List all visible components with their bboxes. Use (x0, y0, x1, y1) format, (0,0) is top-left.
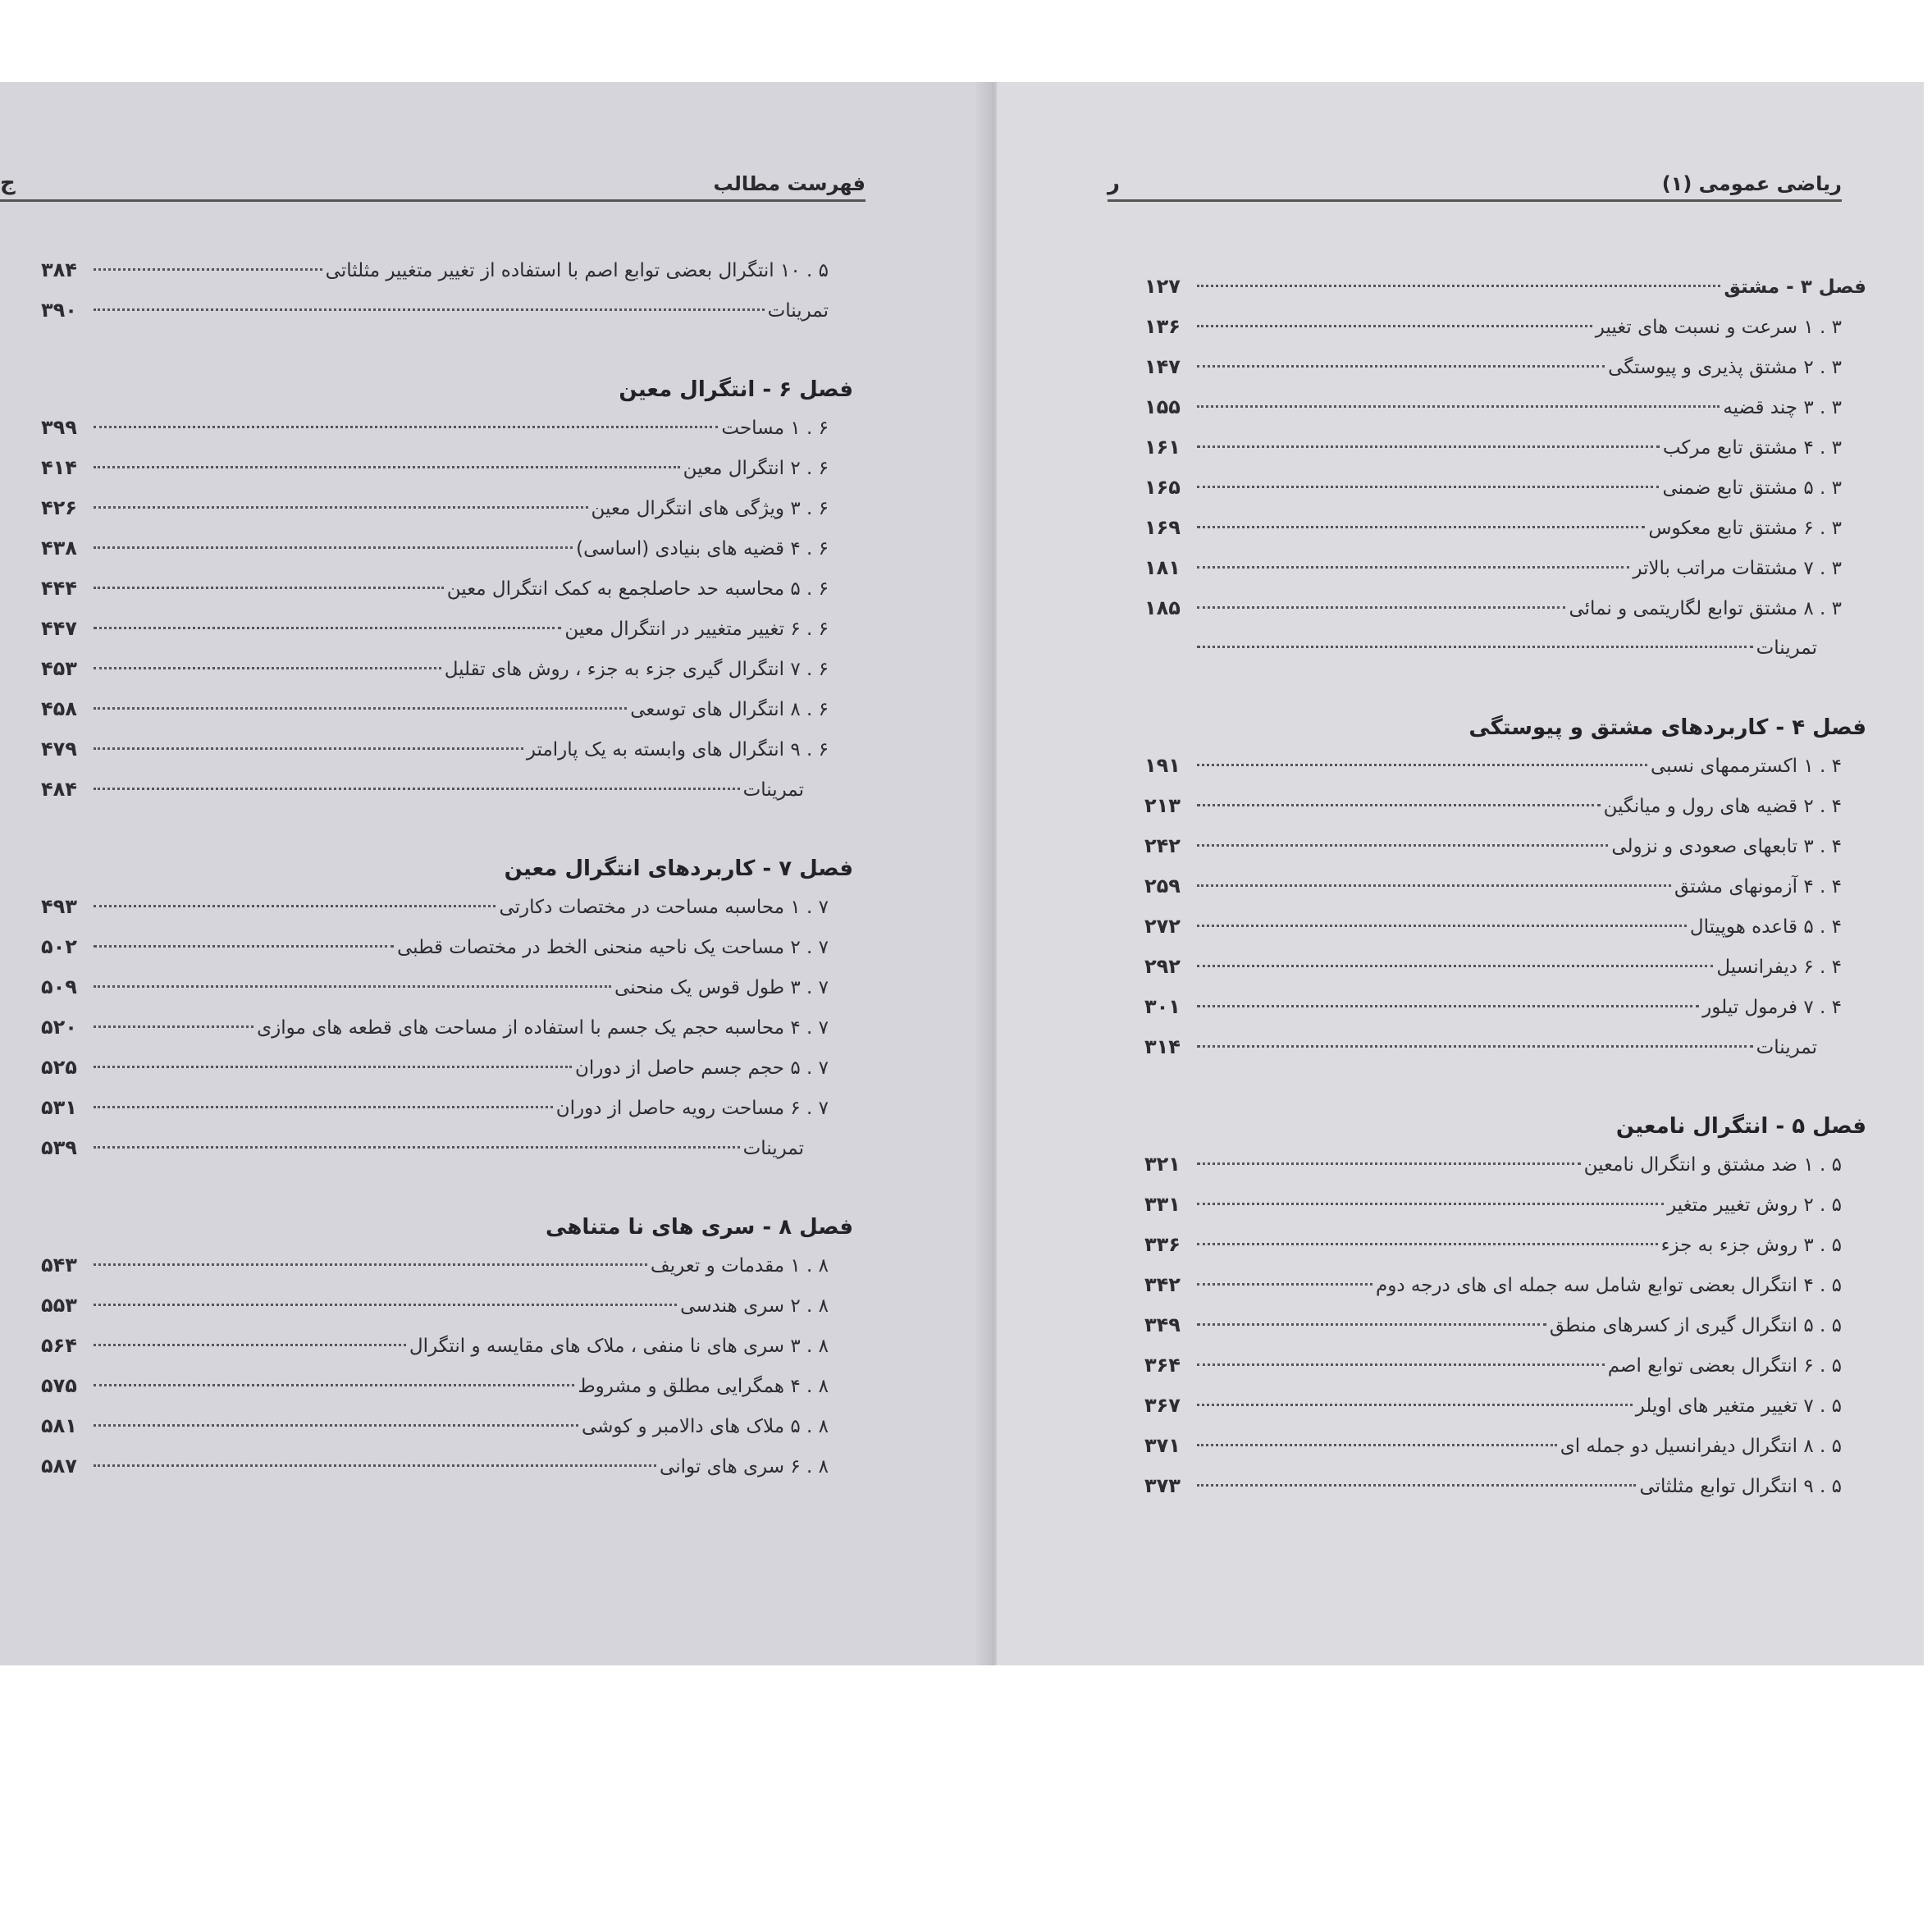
toc-entry (41, 569, 853, 609)
toc-entry (41, 887, 853, 927)
toc-exercises-entry (41, 770, 853, 810)
toc-entry-title: تمرینات (767, 300, 829, 322)
toc-page-number: ۲۹۲ (1144, 955, 1181, 978)
toc-page-number: ۵۰۹ (41, 975, 77, 998)
leader-dots (1197, 566, 1629, 569)
toc-entry-title: ۶ . ۹ انتگرال های وابسته به یک پارامتر (526, 739, 829, 760)
leader-dots (94, 308, 765, 311)
toc-page-number: ۳۴۹ (1144, 1313, 1181, 1336)
section-gap (1144, 669, 1866, 710)
leader-dots (94, 1304, 677, 1306)
toc-entry (41, 649, 853, 689)
toc-page-number: ۳۲۱ (1144, 1153, 1181, 1176)
toc-page-number: ۳۳۶ (1144, 1233, 1181, 1256)
chapter-title: فصل ۶ - انتگرال معین (619, 377, 853, 402)
toc-entry (41, 290, 853, 331)
leader-dots (1197, 804, 1601, 806)
toc-entry (1144, 826, 1866, 866)
leader-dots (94, 1146, 740, 1149)
toc-page-number: ۴۲۶ (41, 496, 77, 519)
toc-entry-title: ۳ . ۳ چند قضیه (1723, 397, 1842, 418)
chapter-title (1144, 267, 1866, 307)
toc-entry-title: ۳ . ۲ مشتق پذیری و پیوستگی (1608, 357, 1842, 378)
toc-page-number: ۵۴۳ (41, 1254, 77, 1277)
chapter-title: فصل ۷ - کاربردهای انتگرال معین (504, 856, 853, 881)
leader-dots (94, 788, 740, 790)
leader-dots (94, 1464, 656, 1467)
leader-dots (1197, 1283, 1372, 1286)
toc-page-number: ۴۸۴ (41, 778, 77, 801)
toc-entry-title: ۶ . ۵ محاسبه حد حاصلجمع به کمک انتگرال معین (446, 578, 829, 600)
toc-page-number: ۴۱۴ (41, 456, 77, 479)
leader-dots (94, 985, 611, 988)
leader-dots (1197, 1323, 1546, 1326)
toc-exercises-entry (41, 1128, 853, 1168)
toc-page-number: ۳۳۱ (1144, 1193, 1181, 1216)
toc-entry (1144, 427, 1866, 468)
toc-entry-title: تمرینات (1756, 637, 1817, 659)
toc-entry (41, 1366, 853, 1406)
toc-entry (1144, 1386, 1866, 1426)
toc-entry (1144, 1466, 1866, 1506)
toc-entry (1144, 987, 1866, 1027)
left-header-title: فهرست مطالب (713, 172, 866, 195)
toc-entry (1144, 548, 1866, 588)
toc-entry (41, 729, 853, 770)
toc-page-number: ۳۹۰ (41, 299, 77, 322)
toc-entry-title: ۶ . ۶ تغییر متغییر در انتگرال معین (564, 619, 829, 640)
toc-entry-title: ۸ . ۶ سری های توانی (660, 1456, 829, 1478)
toc-entry (41, 250, 853, 290)
leader-dots (94, 506, 588, 509)
chapter-title-text: فصل ۳ - مشتق (1724, 276, 1866, 298)
toc-page-number: ۱۴۷ (1144, 355, 1181, 378)
leader-dots (1197, 925, 1687, 927)
section-gap (41, 810, 853, 851)
right-page (997, 82, 1924, 1665)
leader-dots (94, 945, 394, 948)
toc-page-number: ۵۳۱ (41, 1096, 77, 1119)
toc-page-number: ۳۸۴ (41, 258, 77, 281)
toc-entry-title: ۴ . ۶ دیفرانسیل (1716, 957, 1842, 978)
toc-page-number: ۳۷۱ (1144, 1434, 1181, 1457)
toc-entry (1144, 387, 1866, 427)
toc-page-number: ۵۳۹ (41, 1136, 77, 1159)
right-page-number: ر (1108, 171, 1120, 195)
toc-entry-title: ۵ . ۱ ضد مشتق و انتگرال نامعین (1583, 1154, 1842, 1176)
toc-entry-title: ۳ . ۵ مشتق تابع ضمنی (1662, 477, 1842, 499)
toc-entry (41, 1007, 853, 1048)
leader-dots (94, 1344, 406, 1346)
toc-page-number: ۵۷۵ (41, 1374, 77, 1397)
leader-dots (94, 546, 573, 549)
toc-page-number: ۳۱۴ (1144, 1035, 1181, 1058)
left-page (0, 82, 989, 1665)
toc-entry-title: ۵ . ۸ انتگرال دیفرانسیل دو جمله ای (1560, 1436, 1842, 1457)
toc-entry-title: ۶ . ۴ قضیه های بنیادی (اساسی) (576, 538, 829, 560)
left-page-number: ج (0, 171, 16, 195)
left-page-header (0, 156, 866, 202)
toc-page-number: ۵۵۳ (41, 1294, 77, 1317)
toc-entry (41, 927, 853, 967)
leader-dots (94, 1066, 572, 1068)
leader-dots (94, 627, 561, 629)
toc-entry (41, 1446, 853, 1487)
leader-dots (1197, 405, 1720, 408)
toc-entry-title: ۴ . ۴ آزمونهای مشتق (1674, 876, 1842, 897)
toc-entry-title: ۳ . ۱ سرعت و نسبت های تغییر (1595, 317, 1842, 338)
toc-exercises-entry (1144, 1027, 1866, 1067)
leader-dots (94, 1025, 253, 1028)
leader-dots (1197, 646, 1753, 648)
toc-page-number: ۱۶۱ (1144, 436, 1181, 459)
leader-dots (1197, 1243, 1658, 1245)
toc-entry-title: ۵ . ۴ انتگرال بعضی توابع شامل سه جمله ای های درجه دوم (1375, 1275, 1842, 1296)
toc-entry-title: ۳ . ۴ مشتق تابع مرکب (1662, 437, 1842, 459)
toc-page-number: ۴۵۸ (41, 697, 77, 720)
leader-dots (1197, 1484, 1636, 1487)
leader-dots (1197, 526, 1645, 528)
toc-entry-title: ۶ . ۲ انتگرال معین (683, 458, 829, 479)
toc-entry (41, 689, 853, 729)
leader-dots (1197, 884, 1671, 887)
toc-entry-title: ۳ . ۸ مشتق توابع لگاریتمی و نمائی (1569, 598, 1842, 619)
toc-entry (1144, 1265, 1866, 1305)
toc-page-number: ۱۸۱ (1144, 556, 1181, 579)
toc-page-number: ۵۲۰ (41, 1016, 77, 1039)
toc-page-number: ۲۴۲ (1144, 834, 1181, 857)
toc-page-number: ۳۷۳ (1144, 1474, 1181, 1497)
toc-entry-title: ۴ . ۲ قضیه های رول و میانگین (1603, 796, 1842, 817)
toc-entry-title: ۸ . ۳ سری های نا منفی ، ملاک های مقایسه و انتگرال (409, 1336, 829, 1357)
leader-dots (94, 747, 523, 750)
leader-dots (94, 667, 441, 669)
toc-entry-title: ۵ . ۶ انتگرال بعضی توابع اصم (1607, 1355, 1842, 1377)
toc-page-number: ۳۹۹ (41, 416, 77, 439)
leader-dots (94, 1106, 553, 1108)
leader-dots (1197, 1444, 1557, 1446)
leader-dots (94, 587, 444, 589)
leader-dots (1197, 1045, 1753, 1048)
toc-entry (1144, 1305, 1866, 1345)
leader-dots (1197, 764, 1647, 766)
toc-entry-title: ۷ . ۴ محاسبه حجم یک جسم با استفاده از مساحت های قطعه های موازی (257, 1017, 829, 1039)
toc-entry-title: ۶ . ۸ انتگرال های توسعی (630, 699, 829, 720)
toc-page-number: ۱۶۹ (1144, 516, 1181, 539)
toc-page-number: ۴۳۸ (41, 537, 77, 560)
book-spread (0, 82, 1924, 1665)
leader-dots (1197, 606, 1565, 609)
toc-entry-title: ۴ . ۳ تابعهای صعودی و نزولی (1611, 836, 1842, 857)
toc-page-number: ۵۲۵ (41, 1056, 77, 1079)
toc-page-number: ۱۲۷ (1144, 275, 1181, 298)
toc-page-number: ۵۸۷ (41, 1455, 77, 1478)
toc-page-number: ۱۳۶ (1144, 315, 1181, 338)
toc-entry (1144, 1185, 1866, 1225)
leader-dots (1197, 1404, 1633, 1406)
toc-entry (1144, 786, 1866, 826)
toc-page-number: ۲۱۳ (1144, 794, 1181, 817)
toc-entry-title: ۵ . ۲ روش تغییر متغیر (1667, 1194, 1842, 1216)
leader-dots (1197, 445, 1660, 448)
toc-entry (1144, 907, 1866, 947)
toc-page-number: ۳۰۱ (1144, 995, 1181, 1018)
toc-entry (1144, 1345, 1866, 1386)
leader-dots (94, 707, 627, 710)
toc-page-number: ۴۴۴ (41, 577, 77, 600)
leader-dots (1197, 965, 1713, 967)
header-rule (1108, 199, 1842, 202)
toc-entry-title: ۶ . ۳ ویژگی های انتگرال معین (591, 498, 829, 519)
toc-page-number: ۴۴۷ (41, 617, 77, 640)
toc-page-number: ۴۹۳ (41, 895, 77, 918)
toc-entry (1144, 307, 1866, 347)
toc-page-number: ۵۶۴ (41, 1334, 77, 1357)
section-gap (1144, 1067, 1866, 1108)
right-page-header (1108, 156, 1842, 202)
toc-entry (41, 1326, 853, 1366)
section-gap (41, 331, 853, 372)
chapter-title: فصل ۵ - انتگرال نامعین (1615, 1114, 1866, 1139)
toc-entry-title: ۴ . ۵ قاعده هوپیتال (1689, 916, 1842, 938)
toc-entry (1144, 1426, 1866, 1466)
toc-entry-title: ۸ . ۵ ملاک های دالامبر و کوشی (581, 1416, 829, 1437)
leader-dots (94, 1384, 574, 1386)
leader-dots (1197, 844, 1608, 847)
toc-entry-title: ۷ . ۲ مساحت یک ناحیه منحنی الخط در مختصات قطبی (396, 937, 829, 958)
toc-page-number: ۲۷۲ (1144, 915, 1181, 938)
toc-entry-title: ۸ . ۲ سری هندسی (680, 1295, 829, 1317)
toc-entry-title: ۶ . ۷ انتگرال گیری جزء به جزء ، روش های تقلیل (444, 659, 829, 680)
toc-entry-title: ۳ . ۷ مشتقات مراتب بالاتر (1633, 558, 1842, 579)
leader-dots (1197, 1005, 1699, 1007)
toc-entry (41, 1048, 853, 1088)
toc-entry (1144, 588, 1866, 628)
right-header-title: ریاضی عمومی (۱) (1661, 172, 1842, 195)
toc-entry-title: ۵ . ۳ روش جزء به جزء (1660, 1235, 1842, 1256)
section-gap (41, 1168, 853, 1209)
toc-entry-title: ۸ . ۱ مقدمات و تعریف (650, 1255, 829, 1277)
toc-entry (41, 408, 853, 448)
toc-entry-title: ۸ . ۴ همگرایی مطلق و مشروط (578, 1376, 829, 1397)
toc-entry (41, 488, 853, 528)
toc-page-number: ۳۶۷ (1144, 1394, 1181, 1417)
toc-page-number: ۵۰۲ (41, 935, 77, 958)
toc-entry-title: ۴ . ۱ اکسترممهای نسبی (1650, 756, 1842, 777)
toc-entry (1144, 1144, 1866, 1185)
leader-dots (94, 268, 322, 271)
toc-entry-title: ۳ . ۶ مشتق تابع معکوس (1648, 518, 1842, 539)
toc-page-number: ۳۶۴ (1144, 1354, 1181, 1377)
toc-entry (1144, 947, 1866, 987)
leader-dots (1197, 365, 1605, 368)
toc-entry (41, 1245, 853, 1286)
leader-dots (94, 426, 718, 428)
toc-entry (41, 448, 853, 488)
right-table-of-contents (1144, 267, 1866, 1506)
leader-dots (94, 1263, 647, 1266)
toc-entry-title: ۶ . ۱ مساحت (721, 418, 829, 439)
toc-entry (41, 528, 853, 569)
toc-entry (41, 967, 853, 1007)
toc-entry (41, 1406, 853, 1446)
toc-page-number: ۴۵۳ (41, 657, 77, 680)
toc-page-number: ۱۹۱ (1144, 754, 1181, 777)
toc-entry (41, 609, 853, 649)
leader-dots (1197, 1363, 1605, 1366)
toc-entry-title: تمرینات (742, 1138, 804, 1159)
leader-dots (1197, 486, 1659, 488)
leader-dots (1197, 285, 1720, 287)
toc-entry-title: ۷ . ۱ محاسبه مساحت در مختصات دکارتی (499, 897, 829, 918)
toc-entry (1144, 1225, 1866, 1265)
toc-page-number: ۱۸۵ (1144, 596, 1181, 619)
chapter-title: فصل ۸ - سری های نا متناهی (546, 1215, 853, 1240)
toc-entry-title: تمرینات (742, 779, 804, 801)
toc-entry (1144, 866, 1866, 907)
toc-entry-title: ۷ . ۵ حجم جسم حاصل از دوران (574, 1057, 829, 1079)
toc-page-number: ۵۸۱ (41, 1414, 77, 1437)
chapter-title: فصل ۴ - کاربردهای مشتق و پیوستگی (1468, 715, 1866, 740)
toc-entry-title: ۵ . ۹ انتگرال توابع مثلثاتی (1639, 1476, 1842, 1497)
leader-dots (1197, 1162, 1581, 1165)
toc-entry (41, 1088, 853, 1128)
toc-entry (1144, 347, 1866, 387)
toc-entry (1144, 746, 1866, 786)
toc-entry (41, 1286, 853, 1326)
toc-entry (1144, 468, 1866, 508)
toc-entry-title: ۵ . ۱۰ انتگرال بعضی توابع اصم با استفاده از تغییر متغییر مثلثاتی (325, 260, 829, 281)
toc-entry-title: ۷ . ۶ مساحت رویه حاصل از دوران (555, 1098, 829, 1119)
header-rule (0, 199, 866, 202)
toc-entry (1144, 508, 1866, 548)
toc-page-number: ۱۶۵ (1144, 476, 1181, 499)
left-table-of-contents (41, 250, 853, 1487)
leader-dots (94, 1424, 578, 1427)
leader-dots (94, 905, 496, 907)
toc-entry-title: ۴ . ۷ فرمول تیلور (1702, 997, 1842, 1018)
toc-page-number: ۲۵۹ (1144, 875, 1181, 897)
leader-dots (1197, 1203, 1664, 1205)
toc-entry-title: ۵ . ۷ تغییر متغیر های اویلر (1635, 1395, 1842, 1417)
toc-page-number: ۳۴۲ (1144, 1273, 1181, 1296)
leader-dots (1197, 325, 1592, 327)
toc-entry-title: ۷ . ۳ طول قوس یک منحنی (614, 977, 829, 998)
toc-page-number: ۱۵۵ (1144, 395, 1181, 418)
toc-page-number: ۴۷۹ (41, 738, 77, 760)
toc-exercises-entry (1144, 628, 1866, 669)
toc-entry-title: ۵ . ۵ انتگرال گیری از کسرهای منطق (1549, 1315, 1842, 1336)
leader-dots (94, 466, 680, 468)
toc-entry-title: تمرینات (1756, 1037, 1817, 1058)
